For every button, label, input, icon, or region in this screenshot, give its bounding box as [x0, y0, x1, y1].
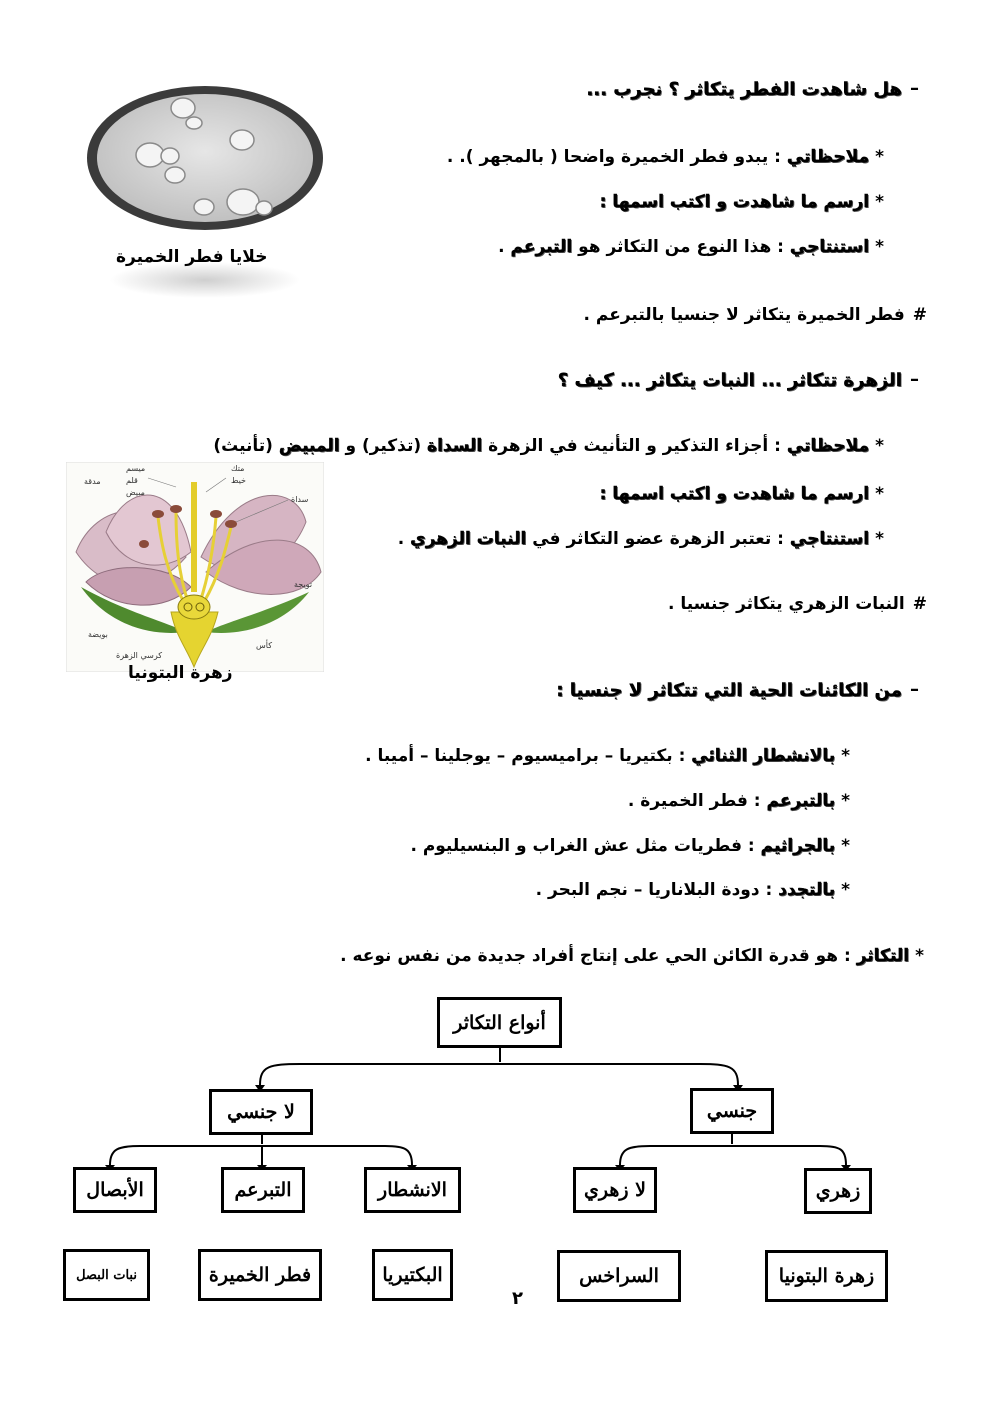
label-calyx: كأس: [256, 641, 273, 650]
diagram-example-nonflowering: السراخس: [557, 1250, 681, 1302]
diagram-fission: الانشطار: [364, 1167, 461, 1213]
reproduction-definition: *التكاثر : هو قدرة الكائن الحي على إنتاج أفراد جديدة من نفس نوعه .: [340, 946, 924, 966]
diagram-root: أنواع التكاثر: [437, 997, 562, 1048]
diagram-bulbs: الأبصال: [73, 1167, 157, 1213]
label-corolla: تويجة: [294, 580, 313, 589]
section1-dash: –: [910, 78, 919, 99]
section1-draw-instruction: *ارسم ما شاهدت و اكتب اسمها :: [599, 192, 884, 212]
stamen-term: السداة: [427, 436, 483, 456]
diagram-budding: التبرعم: [221, 1167, 305, 1213]
section1-observation: *ملاحظاتي : يبدو فطر الخميرة واضحا ( بالمجهر ). .: [446, 147, 884, 167]
label-ovule: بويضة: [88, 630, 108, 639]
label-stigma: ميسم: [126, 464, 146, 473]
conclusion-term: التبرعم: [510, 237, 573, 257]
diagram-example-fission: البكتيريا: [372, 1249, 453, 1301]
section1-title: هل شاهدت الفطر يتكاثر ؟ نجرب ...: [586, 79, 902, 100]
page-number: ٢: [512, 1288, 523, 1309]
diagram-example-budding: فطر الخميرة: [198, 1249, 322, 1301]
section2-observation: *ملاحظاتي : أجزاء التذكير و التأنيث في الزهرة السداة (تذكير) و المبيض (تأنيث): [213, 436, 884, 456]
diagram-example-bulbs: نبات البصل: [63, 1249, 150, 1301]
observation-key: ملاحظاتي: [786, 147, 870, 167]
yeast-image-caption: خلايا فطر الخميرة: [116, 247, 268, 267]
label-anther: متك: [231, 464, 245, 473]
section2-fact: #النبات الزهري يتكاثر جنسيا .: [667, 594, 927, 614]
label-ovary: مبيض: [126, 488, 145, 497]
diagram-flowering: زهري: [804, 1168, 872, 1214]
section2-draw-instruction: *ارسم ما شاهدت و اكتب اسمها :: [599, 484, 884, 504]
diagram-example-flowering: زهرة البتونيا: [765, 1250, 888, 1302]
label-stamen: سداة: [291, 495, 309, 504]
section3-dash: –: [910, 679, 919, 700]
label-style: قلم: [126, 476, 138, 485]
label-filament: خيط: [231, 476, 246, 485]
diagram-sexual: جنسي: [690, 1088, 774, 1134]
conclusion-key: استنتاجي: [789, 237, 870, 257]
section2-conclusion: *استنتاجي : تعتبر الزهرة عضو التكاثر في النبات الزهري .: [397, 529, 884, 549]
diagram-asexual: لا جنسي: [209, 1089, 313, 1135]
label-receptacle: كرسي الزهرة: [116, 651, 163, 660]
ovary-term: المبيض: [278, 436, 340, 456]
section2-title: الزهرة تتكاثر ... النبات يتكاثر ... كيف ؟: [557, 370, 902, 391]
diagram-nonflowering: لا زهري: [573, 1167, 657, 1213]
flower-image-caption: زهرة البتونيا: [128, 663, 233, 683]
asexual-method-spores: *بالجراثيم : فطريات مثل عش الغراب و البنسيليوم .: [410, 836, 850, 856]
section1-fact: #فطر الخميرة يتكاثر لا جنسيا بالتبرعم .: [583, 305, 927, 325]
label-pistil: مدقة: [84, 477, 101, 486]
section3-title: من الكائنات الحية التي تتكاثر لا جنسيا :: [556, 680, 902, 701]
section1-conclusion: *استنتاجي : هذا النوع من التكاثر هو التبرعم .: [498, 237, 884, 257]
section2-dash: –: [910, 369, 919, 390]
asexual-method-regeneration: *بالتجدد : دودة البلاناريا – نجم البحر .: [535, 880, 850, 900]
observation-text: : يبدو فطر الخميرة واضحا ( بالمجهر ). .: [446, 147, 781, 167]
asexual-method-fission: *بالانشطار الثنائي : بكتيريا – براميسيوم – يوجلينا – أميبا .: [365, 746, 850, 766]
asexual-method-budding: *بالتبرعم : فطر الخميرة .: [627, 791, 850, 811]
